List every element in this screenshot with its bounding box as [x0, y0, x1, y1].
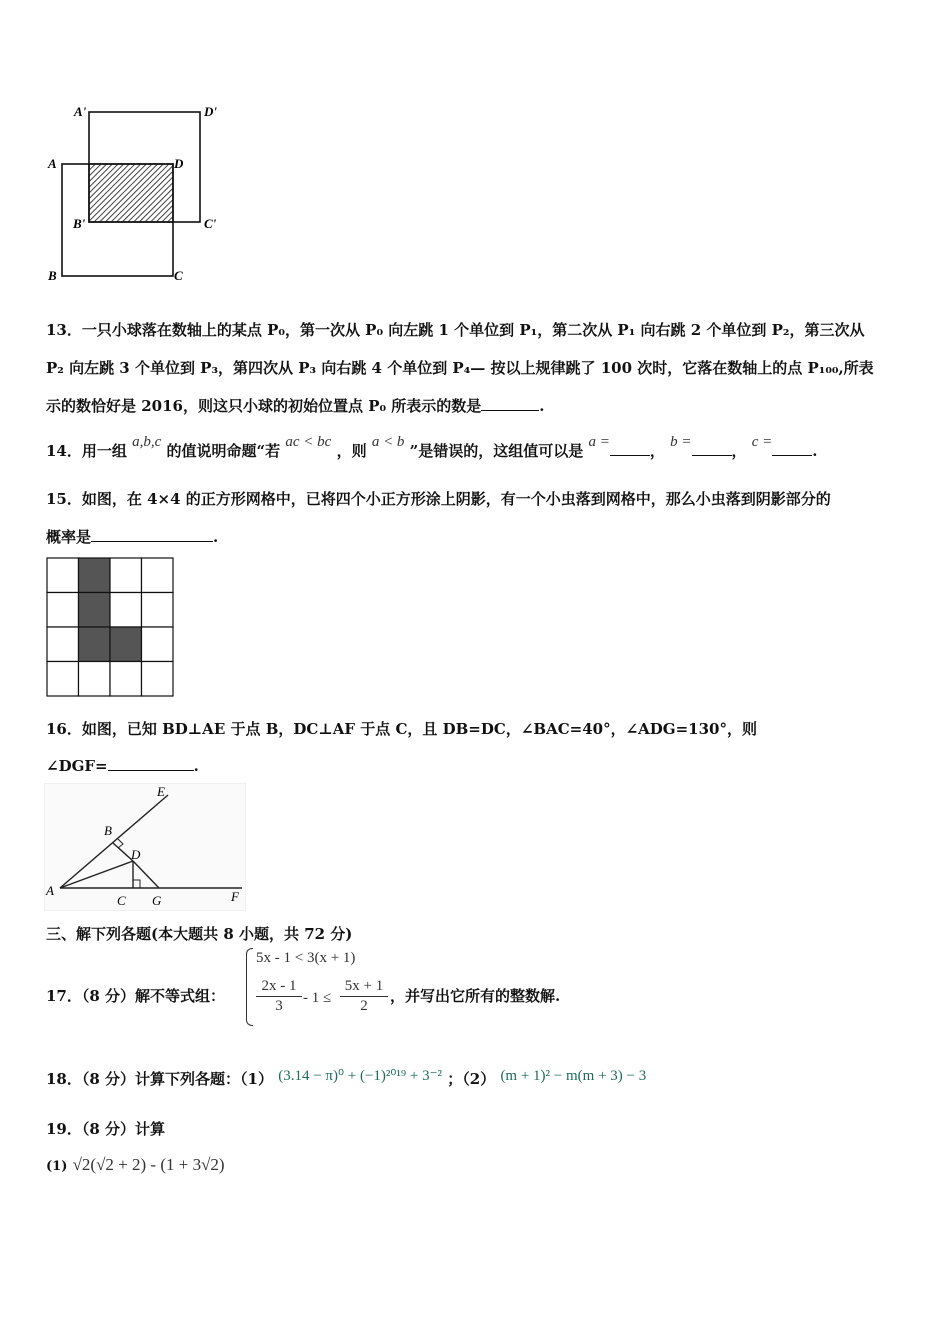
q18-sep: ；（2） [447, 1070, 496, 1088]
q14-cond: ac < bc [285, 434, 332, 450]
q17-prefix: 17．（8 分）解不等式组： [46, 987, 226, 1005]
q17-frac1-num: 2x - 1 [261, 978, 297, 994]
label-d: D [174, 156, 184, 171]
label-c: C [174, 268, 183, 283]
q13-line1: 13．一只小球落在数轴上的某点 P₀，第一次从 P₀ 向左跳 1 个单位到 P₁，第二次从 P₁ 向右跳 2 个单位到 P₂，第三次从 [46, 321, 865, 339]
q13-answer-blank [481, 396, 539, 411]
grid-cell [110, 593, 142, 628]
q19-part1 [46, 1155, 225, 1175]
label-b-prime: B' [73, 216, 86, 231]
q15-line2-text: 概率是 [46, 528, 92, 546]
grid-cell [110, 662, 142, 697]
q15-line1: 15．如图，在 4×4 的正方形网格中，已将四个小正方形涂上阴影，有一个小虫落到网格中，那么小虫落到阴影部分的 [46, 490, 831, 508]
q17-ineq1: 5x - 1 < 3(x + 1) [256, 950, 356, 966]
q14-c-blank [772, 441, 812, 456]
q14-a-eq: a = [588, 434, 610, 450]
q17-brace [246, 948, 253, 1026]
label-a-prime: A' [74, 104, 87, 119]
label-c-prime: C' [204, 216, 217, 231]
q16-line2: ∠DGF= . [46, 757, 199, 775]
q17-frac2 [340, 978, 388, 1015]
figure-overlapping-rectangles [40, 100, 230, 290]
grid-cell [79, 662, 111, 697]
label-a: A [46, 883, 54, 898]
label-a: A [48, 156, 57, 171]
q15-line2: 概率是 . [46, 528, 219, 546]
q19-part1-label: (1) [46, 1159, 68, 1174]
q14-vars: a,b,c [132, 434, 162, 450]
figure-angle-diagram [44, 783, 246, 911]
q18-expr2: (m + 1)² − m(m + 3) − 3 [500, 1068, 647, 1084]
q16-answer-blank [108, 756, 194, 771]
shaded-overlap [89, 164, 173, 222]
grid-cell-shaded [110, 627, 142, 662]
q13-line2: P₂ 向左跳 3 个单位到 P₃，第四次从 P₃ 向右跳 4 个单位到 P₄— 按以上规律跳了 100 次时，它落在数轴上的点 P₁₀₀,所表 [46, 359, 874, 377]
q14-b-blank [692, 441, 732, 456]
q13-line3-text: 示的数恰好是 2016，则这只小球的初始位置点 P₀ 所表示的数是 [46, 397, 482, 415]
q13-line3: 示的数恰好是 2016，则这只小球的初始位置点 P₀ 所表示的数是 . [46, 397, 545, 415]
q17-middle: - 1 ≤ [303, 990, 332, 1006]
q17-suffix: ，并写出它所有的整数解. [390, 987, 561, 1005]
grid-cell [142, 662, 174, 697]
q18-prefix: 18．（8 分）计算下列各题：（1） [46, 1070, 273, 1088]
q18-expr1: (3.14 − π)⁰ + (−1)²⁰¹⁹ + 3⁻² [278, 1068, 443, 1084]
grid-cell [142, 558, 174, 593]
grid-cell-shaded [79, 627, 111, 662]
label-f: F [231, 889, 239, 904]
q15-answer-blank [91, 527, 213, 542]
q14-b-eq: b = [670, 434, 692, 450]
label-b: B [104, 823, 112, 838]
label-g: G [152, 893, 162, 908]
q14-mid1: 的值说明命题“若 [166, 442, 281, 460]
grid-cell [47, 558, 79, 593]
grid-cell [47, 662, 79, 697]
grid-cell [47, 593, 79, 628]
q14-mid3: ”是错误的，这组值可以是 [409, 442, 584, 460]
q19-part1-expr: √2(√2 + 2) - (1 + 3√2) [72, 1155, 225, 1174]
q14-mid2: ，则 [336, 442, 367, 460]
grid-cell-shaded [79, 593, 111, 628]
figure-4x4-grid [46, 557, 176, 699]
grid-cell [110, 558, 142, 593]
grid-cell-shaded [79, 558, 111, 593]
q14-c-eq: c = [751, 434, 773, 450]
q17-frac2-den: 2 [360, 998, 368, 1014]
q16-line1: 16．如图，已知 BD⊥AE 于点 B，DC⊥AF 于点 C，且 DB=DC，∠BAC=40°，∠ADG=130°，则 [46, 720, 757, 738]
section-3-title: 三、解下列各题(本大题共 8 小题，共 72 分) [46, 925, 353, 943]
q17-frac1-den: 3 [275, 998, 283, 1014]
label-d-prime: D' [204, 104, 217, 119]
grid-cell [142, 627, 174, 662]
label-d: D [131, 847, 141, 862]
q14-prefix: 14．用一组 [46, 442, 127, 460]
label-b: B [48, 268, 57, 283]
q14-a-blank [610, 441, 650, 456]
q17-frac1 [256, 978, 302, 1015]
grid-cell [142, 593, 174, 628]
q16-line2-text: ∠DGF= [46, 757, 108, 775]
grid-cell [47, 627, 79, 662]
q14-concl: a < b [371, 434, 405, 450]
q18-line [46, 1068, 646, 1089]
q17-frac2-num: 5x + 1 [344, 978, 384, 994]
q19-title: 19．（8 分）计算 [46, 1120, 166, 1138]
label-e: E [157, 784, 165, 799]
q14-line: 14．用一组 a,b,c 的值说明命题“若 ac < bc ，则 a < b ”是错误的，这组值可以是 a = ， b = ， c = . [46, 434, 818, 460]
label-c: C [117, 893, 126, 908]
